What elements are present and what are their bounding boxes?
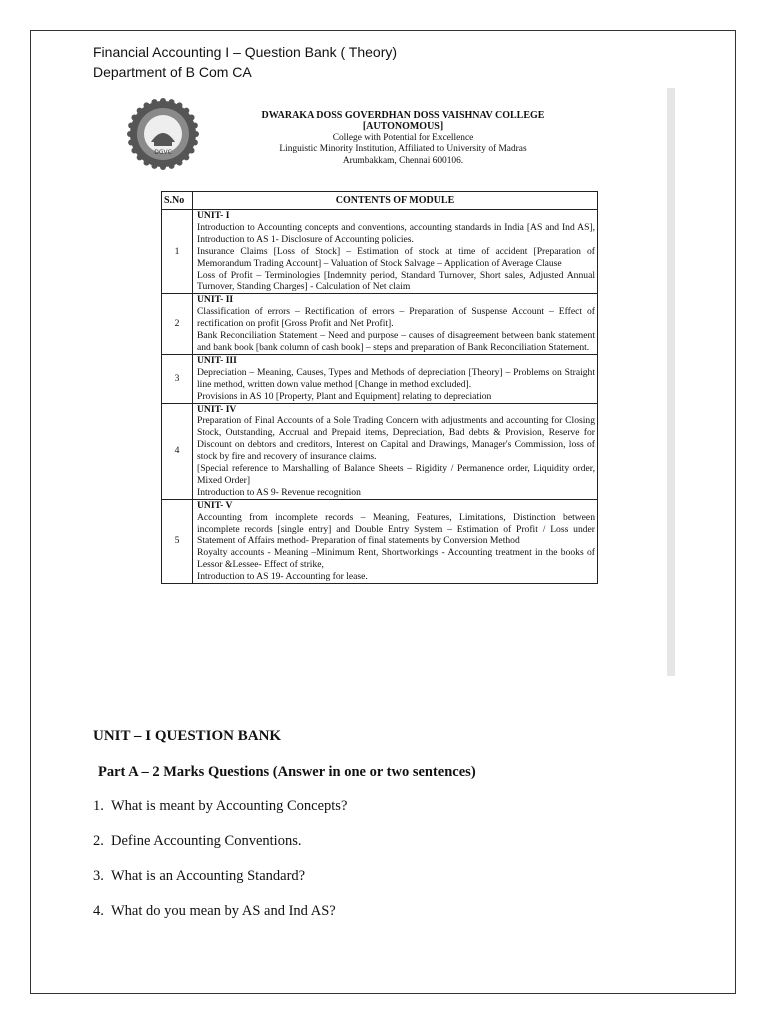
scan-shadow: [667, 88, 675, 676]
unit-topic: Loss of Profit – Terminologies [Indemnity period, Standard Turnover, Short sales, Adjusted Annual Turnover, Standing Charges] - Calculation of Net claim: [197, 269, 595, 293]
unit-title: UNIT- IV: [197, 403, 237, 415]
unit-title: UNIT- I: [197, 210, 230, 221]
college-affiliation: Linguistic Minority Institution, Affiliated to University of Madras: [279, 144, 527, 155]
svg-text:DGVC: DGVC: [154, 149, 172, 156]
module-row: [162, 210, 598, 294]
module-sno: 5: [162, 499, 193, 583]
module-row: [162, 294, 598, 355]
header-title: Financial Accounting I – Question Bank ( Theory): [93, 44, 398, 60]
college-address: Arumbakkam, Chennai 600106.: [342, 155, 464, 166]
unit-title: UNIT- V: [197, 499, 233, 511]
unit-topic: Insurance Claims [Loss of Stock] – Estimation of stock at time of accident [Preparation of Memorandum Trading Account] – Valuation of Stock Salvage – Application of Average Clause: [197, 245, 595, 269]
module-row: [162, 354, 598, 403]
module-sno: 1: [162, 210, 193, 294]
unit-title: UNIT- II: [197, 294, 234, 306]
unit-topic: Introduction to Accounting concepts and conventions, accounting standards in India [AS and Ind AS], Introduction to AS 1- Disclosure of Accounting policies.: [197, 221, 595, 245]
header-department: Department of B Com CA: [93, 64, 252, 80]
header-contents: CONTENTS OF MODULE: [193, 192, 598, 210]
document-header: [93, 42, 397, 82]
module-row: [162, 499, 598, 583]
module-content: [193, 354, 598, 403]
question-item: 3. What is an Accounting Standard?: [93, 868, 306, 884]
table-header-row: [162, 192, 598, 210]
module-content: [193, 403, 598, 499]
unit-topic: Accounting from incomplete records – Meaning, Features, Limitations, Distinction between incomplete records [single entry] and Double Entry System – Estimation of Profit / Loss under Statement of Affairs method- Preparation of final statements by Conversion Method: [197, 511, 595, 547]
question-bank-title: UNIT – I QUESTION BANK: [93, 728, 282, 744]
module-sno: 2: [162, 294, 193, 355]
college-seal-logo: [127, 98, 199, 170]
college-tagline: College with Potential for Excellence: [332, 132, 474, 143]
question-item: 1. What is meant by Accounting Concepts?: [93, 798, 348, 814]
module-content: [193, 210, 598, 294]
question-item: 2. Define Accounting Conventions.: [93, 833, 302, 849]
unit-topic: Preparation of Final Accounts of a Sole Trading Concern with adjustments and accounting for Closing Stock, Outstanding, Accrual and Prepaid items, Depreciation, Bad debts & Provision, Reserve for Discount on debtors and creditors, Interest on Capital and Drawings, Manager's Commission, loss of stock by fire and recovery of insurance claims.: [197, 415, 595, 463]
college-name: DWARAKA DOSS GOVERDHAN DOSS VAISHNAV COLLEGE: [261, 110, 545, 121]
question-list: [93, 797, 347, 937]
college-letterhead: [236, 110, 570, 167]
module-content: [193, 499, 598, 583]
unit-topic: Bank Reconciliation Statement – Need and purpose – causes of disagreement between bank statement and bank book [bank column of cash book] – steps and preparation of Bank Reconciliation Statement.: [197, 330, 595, 353]
part-a-heading: Part A – 2 Marks Questions (Answer in one or two sentences): [98, 764, 476, 780]
unit-topic: [Special reference to Marshalling of Balance Sheets – Rigidity / Permanence order, Liquidity order, Mixed Order]: [197, 463, 595, 486]
unit-topic: Depreciation – Meaning, Causes, Types and Methods of depreciation [Theory] – Problems on Straight line method, written down value method [Change in method excluded].: [197, 366, 595, 390]
module-row: [162, 403, 598, 499]
unit-topic: Introduction to AS 19- Accounting for lease.: [197, 571, 368, 583]
module-content: [193, 294, 598, 355]
unit-topic: Introduction to AS 9- Revenue recognition: [197, 486, 361, 498]
module-sno: 3: [162, 354, 193, 403]
college-status: [AUTONOMOUS]: [362, 121, 444, 133]
unit-topic: Classification of errors – Rectification of errors – Preparation of Suspense Account – Effect of rectification on profit [Gross Profit and Net Profit].: [197, 306, 595, 330]
unit-title: UNIT- III: [197, 354, 237, 366]
module-contents-table: [161, 191, 598, 584]
header-sno: S.No: [162, 192, 193, 210]
unit-topic: Royalty accounts - Meaning –Minimum Rent, Shortworkings - Accounting treatment in the books of Lessor &Lessee- Effect of strike,: [197, 547, 595, 571]
question-item: 4. What do you mean by AS and Ind AS?: [93, 903, 336, 919]
unit-topic: Provisions in AS 10 [Property, Plant and Equipment] relating to depreciation: [197, 390, 492, 402]
module-sno: 4: [162, 403, 193, 499]
